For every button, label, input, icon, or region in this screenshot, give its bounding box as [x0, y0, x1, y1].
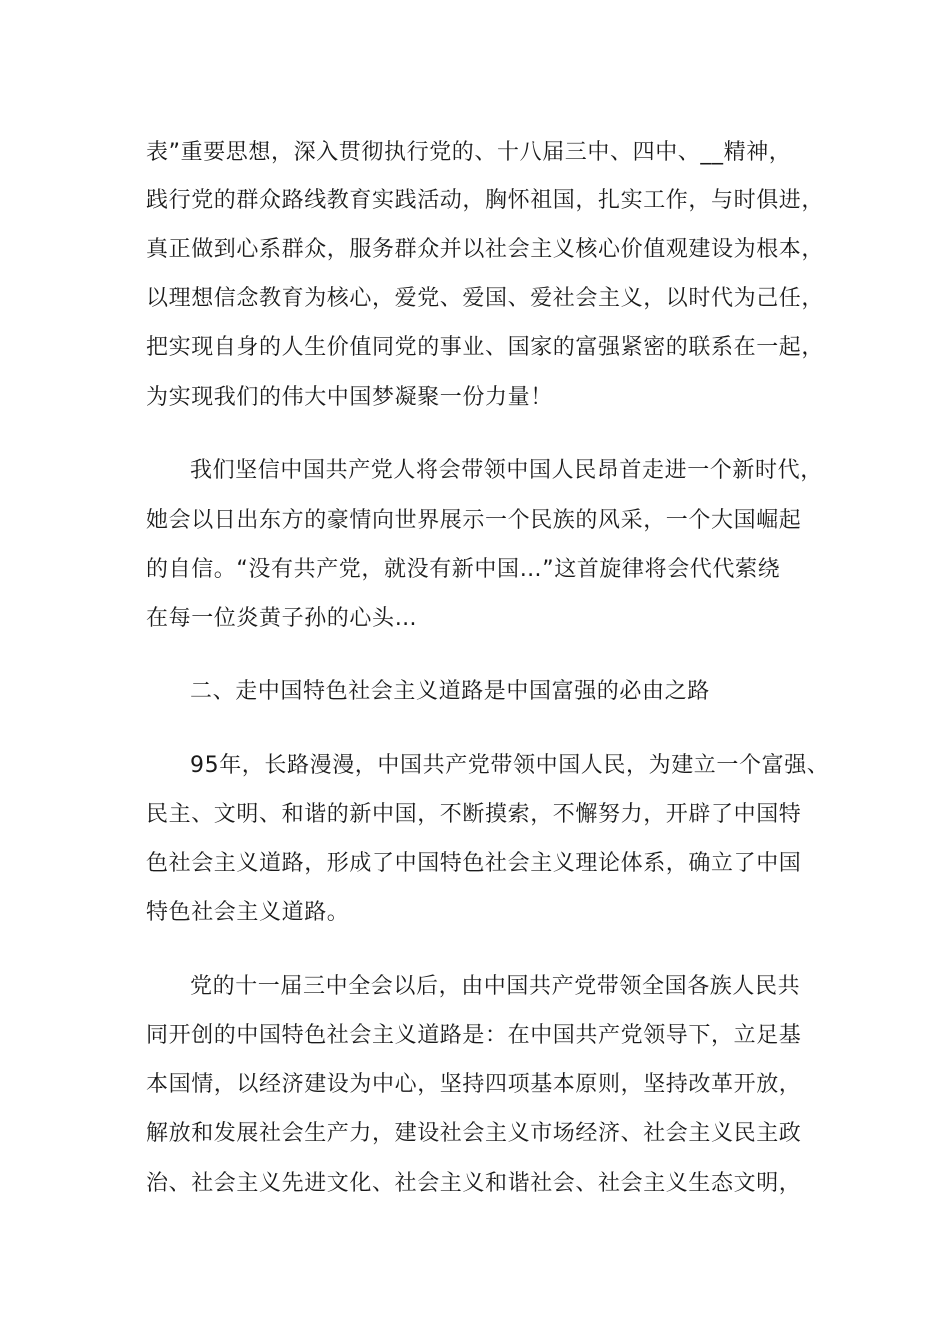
- text-line: 她会以日出东方的豪情向世界展示一个民族的风采，一个大国崛起: [146, 508, 802, 533]
- text-line: 以理想信念教育为核心，爱党、爱国、爱社会主义，以时代为己任，: [146, 286, 825, 311]
- text-line: 为实现我们的伟大中国梦凝聚一份力量！: [146, 385, 553, 410]
- text-line: 我们坚信中国共产党人将会带领中国人民昂首走进一个新时代，: [190, 458, 823, 483]
- text-line: 党的十一届三中全会以后，由中国共产党带领全国各族人民共: [190, 974, 801, 999]
- text-line: 治、社会主义先进文化、社会主义和谐社会、社会主义生态文明，: [146, 1171, 802, 1196]
- text-line: 色社会主义道路，形成了中国特色社会主义理论体系，确立了中国: [146, 851, 802, 876]
- text-line: 解放和发展社会生产力，建设社会主义市场经济、社会主义民主政: [146, 1121, 802, 1146]
- text-line: 在每一位炎黄子孙的心头…: [146, 606, 418, 631]
- text-line: 特色社会主义道路。: [146, 900, 350, 925]
- text-line: 表”重要思想，深入贯彻执行党的、十八届三中、四中、__精神，: [146, 140, 792, 165]
- text-line: 同开创的中国特色社会主义道路是：在中国共产党领导下，立足基: [146, 1023, 802, 1048]
- text-line: 民主、文明、和谐的新中国，不断摸索，不懈努力，开辟了中国特: [146, 802, 802, 827]
- text-line: 把实现自身的人生价值同党的事业、国家的富强紧密的联系在一起，: [146, 335, 825, 360]
- text-line: 95年，长路漫漫，中国共产党带领中国人民，为建立一个富强、: [190, 753, 830, 778]
- text-line: 真正做到心系群众，服务群众并以社会主义核心价值观建设为根本，: [146, 237, 825, 262]
- text-line: 的自信。“没有共产党，就没有新中国…”这首旋律将会代代萦绕: [146, 557, 781, 582]
- text-line: 践行党的群众路线教育实践活动，胸怀祖国，扎实工作，与时俱进，: [146, 188, 825, 213]
- text-line: 本国情，以经济建设为中心，坚持四项基本原则，坚持改革开放，: [146, 1072, 802, 1097]
- section-heading: 二、走中国特色社会主义道路是中国富强的必由之路: [190, 679, 710, 704]
